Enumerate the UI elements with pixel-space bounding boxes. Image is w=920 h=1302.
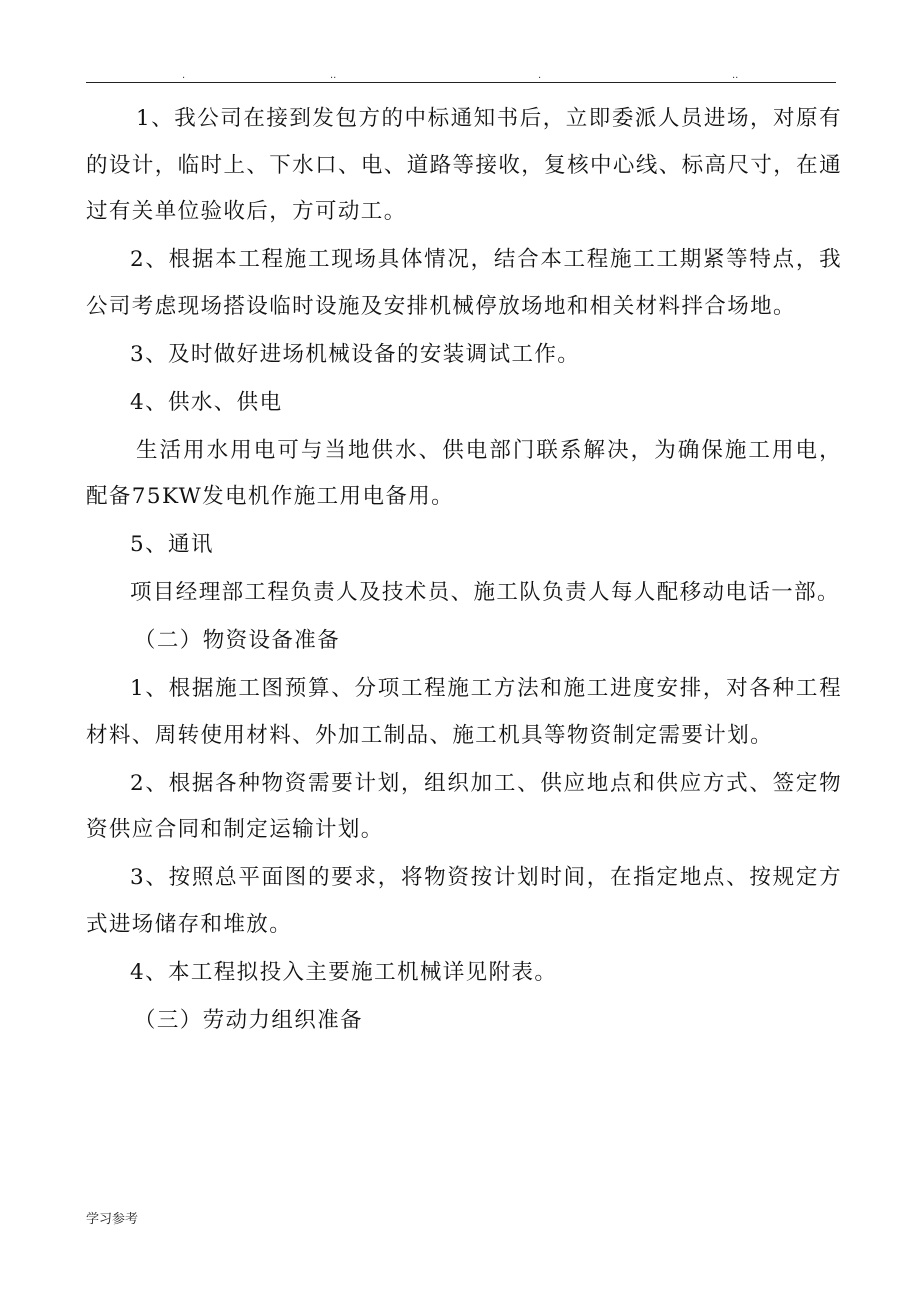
paragraph: 1、我公司在接到发包方的中标通知书后，立即委派人员进场，对原有的设计，临时上、下水口、电、道路等接收，复核中心线、标高尺寸，在通过有关单位验收后，方可动工。	[86, 106, 842, 224]
header-rule	[86, 82, 836, 83]
document-body	[86, 96, 842, 1046]
paragraph: 3、及时做好进场机械设备的安装调试工作。	[130, 341, 581, 367]
header-dot: .	[182, 70, 186, 81]
section-heading: （二）物资设备准备	[134, 628, 341, 653]
header-dot: .	[538, 70, 542, 81]
paragraph: 5、通讯	[130, 532, 214, 557]
header-dot: ..	[732, 70, 739, 81]
paragraph: 2、根据本工程施工现场具体情况，结合本工程施工工期紧等特点，我公司考虑现场搭设临时设施及安排机械停放场地和相关材料拌合场地。	[86, 247, 842, 319]
paragraph: 生活用水用电可与当地供水、供电部门联系解决，为确保施工用电，配备75KW发电机作施工用电备用。	[86, 437, 842, 509]
paragraph: 2、根据各种物资需要计划，组织加工、供应地点和供应方式、签定物资供应合同和制定运输计划。	[86, 770, 842, 842]
section-heading: （三）劳动力组织准备	[134, 1007, 364, 1033]
footer-label: 学习参考	[86, 1212, 139, 1227]
paragraph: 项目经理部工程负责人及技术员、施工队负责人每人配移动电话一部。	[130, 580, 840, 605]
paragraph: 3、按照总平面图的要求，将物资按计划时间，在指定地点、按规定方式进场储存和堆放。	[86, 865, 842, 937]
paragraph: 4、本工程拟投入主要施工机械详见附表。	[130, 959, 558, 985]
paragraph: 4、供水、供电	[130, 389, 283, 415]
header-dot: ..	[330, 70, 337, 81]
paragraph: 1、根据施工图预算、分项工程施工方法和施工进度安排，对各种工程材料、周转使用材料、外加工制品、施工机具等物资制定需要计划。	[86, 676, 842, 748]
